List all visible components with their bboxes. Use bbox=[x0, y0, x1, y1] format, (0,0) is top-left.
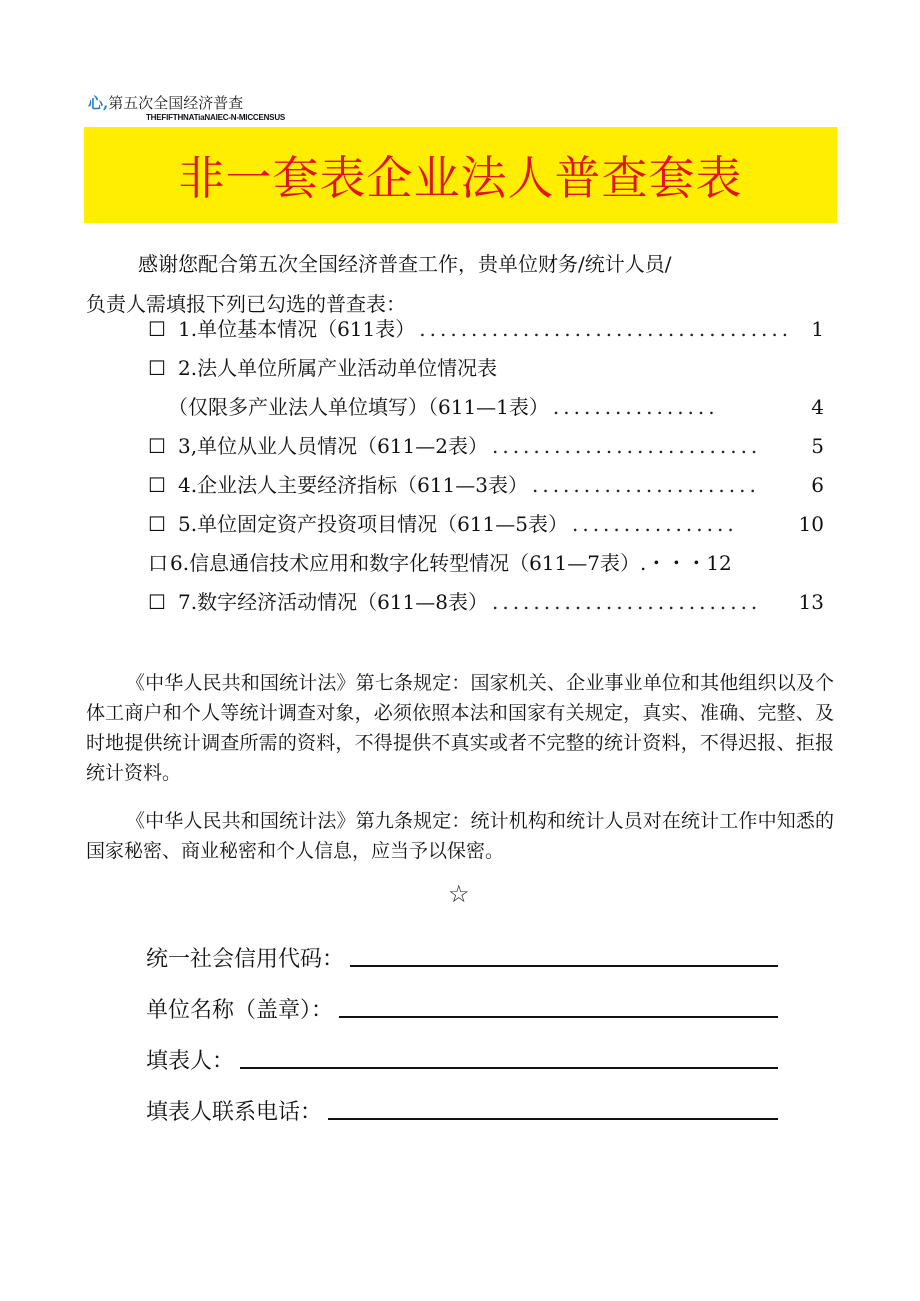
checkbox-icon[interactable]: ☐ bbox=[148, 434, 166, 458]
page-number: 4 bbox=[811, 395, 824, 419]
checklist-item[interactable] bbox=[148, 352, 824, 391]
checkbox-icon[interactable]: 口 bbox=[148, 551, 168, 575]
page-number: 5 bbox=[811, 434, 824, 458]
filler-row bbox=[146, 1027, 778, 1075]
checkbox-icon[interactable]: ☐ bbox=[148, 473, 166, 497]
checklist-item[interactable] bbox=[148, 586, 824, 625]
page-number: 6 bbox=[811, 473, 824, 497]
checkbox-icon[interactable]: ☐ bbox=[148, 590, 166, 614]
page-number: 10 bbox=[798, 512, 824, 536]
statistics-law-article-9: 《中华人民共和国统计法》第九条规定：统计机构和统计人员对在统计工作中知悉的国家秘密、商业秘密和个人信息，应当予以保密。 bbox=[86, 810, 834, 862]
checkbox-icon[interactable]: ☐ bbox=[148, 512, 166, 536]
dot-leader: ...................... bbox=[531, 473, 760, 497]
star-icon: ☆ bbox=[448, 880, 470, 908]
checkbox-icon[interactable]: ☐ bbox=[148, 317, 166, 341]
checklist-item-label: 6.信息通信技术应用和数字化转型情况（611—7表）.・・・12 bbox=[170, 551, 732, 575]
dot-leader: .................................... bbox=[419, 317, 793, 341]
checklist-item-label: 5.单位固定资产投资项目情况（611—5表） bbox=[178, 512, 568, 536]
checklist-item[interactable] bbox=[148, 508, 824, 547]
checklist-item[interactable] bbox=[148, 430, 824, 469]
intro-line-1: 感谢您配合第五次全国经济普查工作，贵单位财务/统计人员/ bbox=[138, 252, 672, 276]
filler-phone-label: 填表人联系电话： bbox=[146, 1100, 323, 1125]
respondent-form bbox=[146, 925, 778, 1129]
checklist-item-label: 7.数字经济活动情况（611—8表） bbox=[178, 590, 488, 614]
checklist-item-continuation bbox=[148, 391, 824, 430]
checklist-item[interactable] bbox=[148, 547, 824, 586]
intro-paragraph bbox=[86, 244, 826, 324]
unit-name-label: 单位名称（盖章）： bbox=[146, 998, 334, 1023]
credit-code-label: 统一社会信用代码： bbox=[146, 947, 345, 972]
unit-name-field[interactable] bbox=[339, 990, 778, 1018]
filler-phone-row bbox=[146, 1078, 778, 1126]
checklist-item[interactable] bbox=[148, 469, 824, 508]
unit-name-row bbox=[146, 976, 778, 1024]
checklist-item-label: 4.企业法人主要经济指标（611—3表） bbox=[178, 473, 528, 497]
form-checklist bbox=[148, 313, 824, 625]
statistics-law-article-7: 《中华人民共和国统计法》第七条规定：国家机关、企业事业单位和其他组织以及个体工商户和个人等统计调查对象，必须依照本法和国家有关规定，真实、准确、完整、及时地提供统计调查所需的资料，不得提供不真实或者不完整的统计资料，不得迟报、拒报统计资料。 bbox=[86, 672, 834, 784]
census-logo-icon: 心, bbox=[88, 94, 109, 112]
census-logo-text: 第五次全国经济普查 bbox=[108, 94, 244, 112]
checklist-item-label: 2.法人单位所属产业活动单位情况表 bbox=[178, 356, 498, 380]
page-number: 13 bbox=[798, 590, 824, 614]
checklist-item-label: （仅限多产业法人单位填写）（611—1表） bbox=[168, 395, 549, 419]
title-banner bbox=[84, 127, 837, 223]
filler-label: 填表人： bbox=[146, 1049, 235, 1074]
credit-code-field[interactable] bbox=[350, 939, 778, 967]
checkbox-icon[interactable]: ☐ bbox=[148, 356, 166, 380]
census-logo bbox=[88, 92, 243, 113]
dot-leader: ................ bbox=[571, 512, 738, 536]
census-logo-english: THEFIFTHNATiaNAIEC-N-MICCENSUS bbox=[146, 113, 286, 122]
dot-leader: .......................... bbox=[491, 590, 762, 614]
checklist-item-label: 1.单位基本情况（611表） bbox=[178, 317, 416, 341]
filler-phone-field[interactable] bbox=[328, 1092, 778, 1120]
page-number: 1 bbox=[811, 317, 824, 341]
credit-code-row bbox=[146, 925, 778, 973]
checklist-item-label: 3,单位从业人员情况（611—2表） bbox=[178, 434, 488, 458]
dot-leader: .......................... bbox=[491, 434, 762, 458]
filler-field[interactable] bbox=[240, 1041, 778, 1069]
dot-leader: ................ bbox=[552, 395, 719, 419]
page-title: 非一套表企业法人普查套表 bbox=[178, 151, 743, 205]
intro-line-2: 负责人需填报下列已勾选的普查表： bbox=[86, 292, 406, 316]
checklist-item[interactable] bbox=[148, 313, 824, 352]
